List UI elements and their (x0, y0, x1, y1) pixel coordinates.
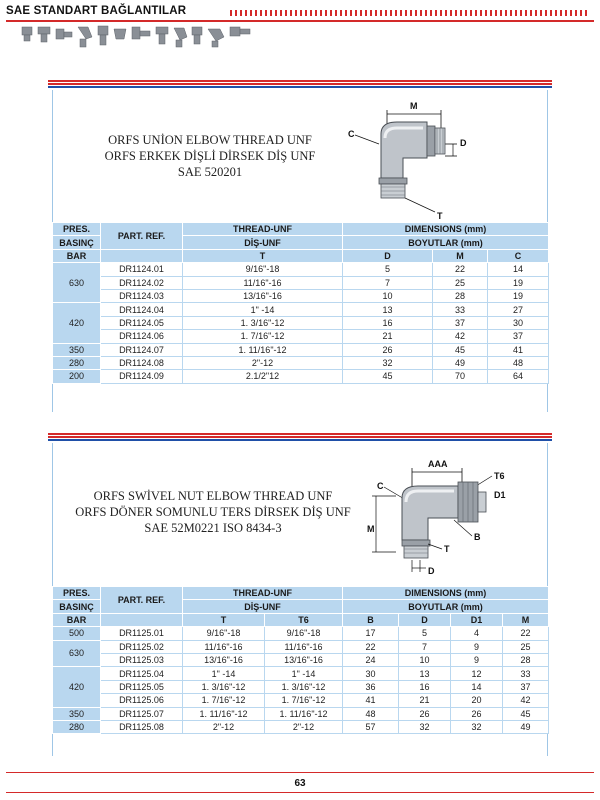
section1-table-body (53, 263, 549, 384)
cell-d: 7 (399, 640, 451, 653)
section2-top-stripe (48, 433, 552, 441)
cell-d: 10 (343, 289, 433, 302)
cell-ref: DR1125.05 (101, 680, 183, 693)
table-row (53, 680, 549, 693)
s2-hdr-blank (101, 613, 183, 626)
table-row (53, 303, 549, 316)
cell-d: 45 (343, 370, 433, 383)
cell-t: 1. 11/16"-12 (183, 707, 265, 720)
page-number: 63 (294, 778, 306, 789)
cell-c: 37 (488, 330, 549, 343)
section2-title (58, 488, 368, 536)
cell-t: 1. 7/16"-12 (183, 330, 343, 343)
s2-hdr-basinc: BASINÇ (53, 600, 101, 613)
section2-table (52, 586, 549, 734)
cell-d1: 12 (451, 667, 503, 680)
footer-rule-bottom (6, 792, 594, 793)
cell-t: 13/16"-16 (183, 289, 343, 302)
cell-m: 70 (433, 370, 488, 383)
cell-t: 1" -14 (183, 303, 343, 316)
s1-hdr-t: T (183, 249, 343, 262)
cell-c: 41 (488, 343, 549, 356)
section1-title (60, 132, 360, 180)
swivel-elbow-label-t6: T6 (494, 471, 505, 481)
table-row (53, 667, 549, 680)
swivel-elbow-label-m: M (367, 524, 375, 534)
swivel-elbow-label-d: D (428, 566, 435, 576)
s1-hdr-dis-unf: DİŞ-UNF (183, 236, 343, 249)
cell-m: 45 (433, 343, 488, 356)
s2-hdr-m: M (503, 613, 549, 626)
cell-m: 42 (433, 330, 488, 343)
swivel-elbow-label-aaa: AAA (428, 459, 448, 469)
s2-hdr-dis-unf: DİŞ-UNF (183, 600, 343, 613)
cell-d: 13 (343, 303, 433, 316)
cell-d1: 20 (451, 694, 503, 707)
cell-c: 19 (488, 289, 549, 302)
swivel-elbow-label-b: B (474, 532, 481, 542)
s1-hdr-bar: BAR (53, 249, 101, 262)
cell-d1: 14 (451, 680, 503, 693)
cell-ref: DR1124.02 (101, 276, 183, 289)
pressure-bar-cell: 350 (53, 343, 101, 356)
cell-t6: 1. 3/16"-12 (265, 680, 343, 693)
s1-hdr-blank (101, 249, 183, 262)
table-row (53, 316, 549, 329)
table-row (53, 370, 549, 383)
swivel-elbow-label-d1: D1 (494, 490, 506, 500)
s1-hdr-c: C (488, 249, 549, 262)
pressure-bar-cell: 350 (53, 707, 101, 720)
pressure-bar-cell: 500 (53, 627, 101, 640)
pressure-bar-cell: 280 (53, 720, 101, 733)
section1-title-line1: ORFS UNİON ELBOW THREAD UNF (108, 133, 312, 147)
s1-hdr-part-ref: PART. REF. (101, 223, 183, 250)
fittings-strip-image (20, 23, 255, 53)
pressure-bar-cell: 630 (53, 263, 101, 303)
cell-ref: DR1125.02 (101, 640, 183, 653)
cell-m: 28 (503, 653, 549, 666)
table-row (53, 356, 549, 369)
cell-d: 16 (343, 316, 433, 329)
s1-hdr-m: M (433, 249, 488, 262)
s1-hdr-thread-unf: THREAD-UNF (183, 223, 343, 236)
cell-b: 41 (343, 694, 399, 707)
union-elbow-label-t: T (437, 211, 443, 221)
cell-m: 22 (503, 627, 549, 640)
table-row (53, 343, 549, 356)
cell-ref: DR1125.04 (101, 667, 183, 680)
cell-ref: DR1125.03 (101, 653, 183, 666)
cell-d: 7 (343, 276, 433, 289)
cell-t: 9/16"-18 (183, 263, 343, 276)
cell-m: 22 (433, 263, 488, 276)
cell-t6: 9/16"-18 (265, 627, 343, 640)
table-row (53, 720, 549, 733)
s2-hdr-pres: PRES. (53, 587, 101, 600)
cell-ref: DR1124.09 (101, 370, 183, 383)
cell-b: 30 (343, 667, 399, 680)
s2-hdr-thread-unf: THREAD-UNF (183, 587, 343, 600)
cell-t: 11/16"-16 (183, 276, 343, 289)
s1-hdr-d: D (343, 249, 433, 262)
cell-b: 22 (343, 640, 399, 653)
cell-d1: 4 (451, 627, 503, 640)
table-row (53, 707, 549, 720)
section2-title-line1: ORFS SWİVEL NUT ELBOW THREAD UNF (93, 489, 333, 503)
table-row (53, 694, 549, 707)
cell-d: 10 (399, 653, 451, 666)
cell-d: 16 (399, 680, 451, 693)
cell-m: 33 (433, 303, 488, 316)
cell-t6: 13/16"-16 (265, 653, 343, 666)
cell-d: 13 (399, 667, 451, 680)
s1-hdr-basinc: BASINÇ (53, 236, 101, 249)
cell-m: 49 (503, 720, 549, 733)
cell-ref: DR1124.03 (101, 289, 183, 302)
cell-d: 32 (343, 356, 433, 369)
union-elbow-label-d: D (460, 138, 467, 148)
table-row (53, 640, 549, 653)
cell-ref: DR1125.01 (101, 627, 183, 640)
header-rule (6, 20, 594, 22)
pressure-bar-cell: 280 (53, 356, 101, 369)
cell-b: 24 (343, 653, 399, 666)
s2-hdr-d: D (399, 613, 451, 626)
cell-t: 13/16"-16 (183, 653, 265, 666)
cell-ref: DR1124.07 (101, 343, 183, 356)
table-row (53, 627, 549, 640)
cell-m: 49 (433, 356, 488, 369)
cell-c: 14 (488, 263, 549, 276)
table-row (53, 263, 549, 276)
cell-m: 37 (433, 316, 488, 329)
cell-t: 11/16"-16 (183, 640, 265, 653)
cell-t: 1. 7/16"-12 (183, 694, 265, 707)
cell-t: 1" -14 (183, 667, 265, 680)
cell-t6: 1. 7/16"-12 (265, 694, 343, 707)
s2-hdr-boyutlar: BOYUTLAR (mm) (343, 600, 549, 613)
header-dotted-rule (230, 10, 590, 16)
cell-c: 30 (488, 316, 549, 329)
cell-m: 37 (503, 680, 549, 693)
swivel-elbow-label-c: C (377, 481, 384, 491)
swivel-elbow-diagram (362, 456, 522, 578)
cell-ref: DR1124.04 (101, 303, 183, 316)
cell-d: 26 (399, 707, 451, 720)
s2-hdr-b: B (343, 613, 399, 626)
cell-m: 25 (503, 640, 549, 653)
cell-ref: DR1124.05 (101, 316, 183, 329)
s2-hdr-d1: D1 (451, 613, 503, 626)
s1-hdr-boyutlar: BOYUTLAR (mm) (343, 236, 549, 249)
cell-ref: DR1125.06 (101, 694, 183, 707)
cell-t: 1. 11/16"-12 (183, 343, 343, 356)
cell-d1: 9 (451, 653, 503, 666)
s2-hdr-t6: T6 (265, 613, 343, 626)
cell-t: 2"-12 (183, 720, 265, 733)
cell-d: 32 (399, 720, 451, 733)
cell-t: 1. 3/16"-12 (183, 680, 265, 693)
table-row (53, 276, 549, 289)
cell-m: 42 (503, 694, 549, 707)
table-row (53, 653, 549, 666)
union-elbow-diagram (345, 98, 475, 222)
cell-t6: 1" -14 (265, 667, 343, 680)
cell-b: 17 (343, 627, 399, 640)
cell-d1: 32 (451, 720, 503, 733)
swivel-elbow-label-t: T (444, 544, 450, 554)
cell-m: 33 (503, 667, 549, 680)
pressure-bar-cell: 200 (53, 370, 101, 383)
union-elbow-label-m: M (410, 101, 418, 111)
cell-b: 36 (343, 680, 399, 693)
cell-d1: 26 (451, 707, 503, 720)
cell-d: 5 (399, 627, 451, 640)
cell-c: 48 (488, 356, 549, 369)
pressure-bar-cell: 420 (53, 303, 101, 343)
cell-d: 21 (399, 694, 451, 707)
cell-b: 48 (343, 707, 399, 720)
section1-title-line3: SAE 520201 (177, 165, 243, 179)
cell-t: 2.1/2"12 (183, 370, 343, 383)
section2-title-line2: ORFS DÖNER SOMUNLU TERS DİRSEK DİŞ UNF (75, 505, 351, 519)
cell-d: 21 (343, 330, 433, 343)
union-elbow-label-c: C (348, 129, 355, 139)
footer-rule-top (6, 772, 594, 773)
cell-m: 28 (433, 289, 488, 302)
s2-hdr-part-ref: PART. REF. (101, 587, 183, 614)
s2-hdr-bar: BAR (53, 613, 101, 626)
section2-title-line3: SAE 52M0221 ISO 8434-3 (144, 521, 282, 535)
page-header-title: SAE STANDART BAĞLANTILAR (6, 5, 187, 17)
cell-d1: 9 (451, 640, 503, 653)
cell-c: 27 (488, 303, 549, 316)
s2-hdr-t: T (183, 613, 265, 626)
cell-t6: 11/16"-16 (265, 640, 343, 653)
cell-m: 25 (433, 276, 488, 289)
cell-ref: DR1124.01 (101, 263, 183, 276)
cell-ref: DR1125.08 (101, 720, 183, 733)
cell-d: 5 (343, 263, 433, 276)
cell-m: 45 (503, 707, 549, 720)
section1-title-line2: ORFS ERKEK DİŞLİ DİRSEK DİŞ UNF (104, 149, 316, 163)
cell-ref: DR1125.07 (101, 707, 183, 720)
cell-t: 9/16"-18 (183, 627, 265, 640)
cell-c: 19 (488, 276, 549, 289)
cell-t6: 2"-12 (265, 720, 343, 733)
section2-table-body (53, 627, 549, 734)
s2-hdr-dimensions: DIMENSIONS (mm) (343, 587, 549, 600)
cell-b: 57 (343, 720, 399, 733)
section1-table (52, 222, 549, 384)
section1-top-stripe (48, 80, 552, 88)
table-row (53, 289, 549, 302)
cell-ref: DR1124.06 (101, 330, 183, 343)
pressure-bar-cell: 630 (53, 640, 101, 667)
pressure-bar-cell: 420 (53, 667, 101, 707)
cell-c: 64 (488, 370, 549, 383)
s1-hdr-pres: PRES. (53, 223, 101, 236)
cell-t6: 1. 11/16"-12 (265, 707, 343, 720)
cell-t: 2"-12 (183, 356, 343, 369)
cell-t: 1. 3/16"-12 (183, 316, 343, 329)
cell-d: 26 (343, 343, 433, 356)
s1-hdr-dimensions: DIMENSIONS (mm) (343, 223, 549, 236)
cell-ref: DR1124.08 (101, 356, 183, 369)
table-row (53, 330, 549, 343)
